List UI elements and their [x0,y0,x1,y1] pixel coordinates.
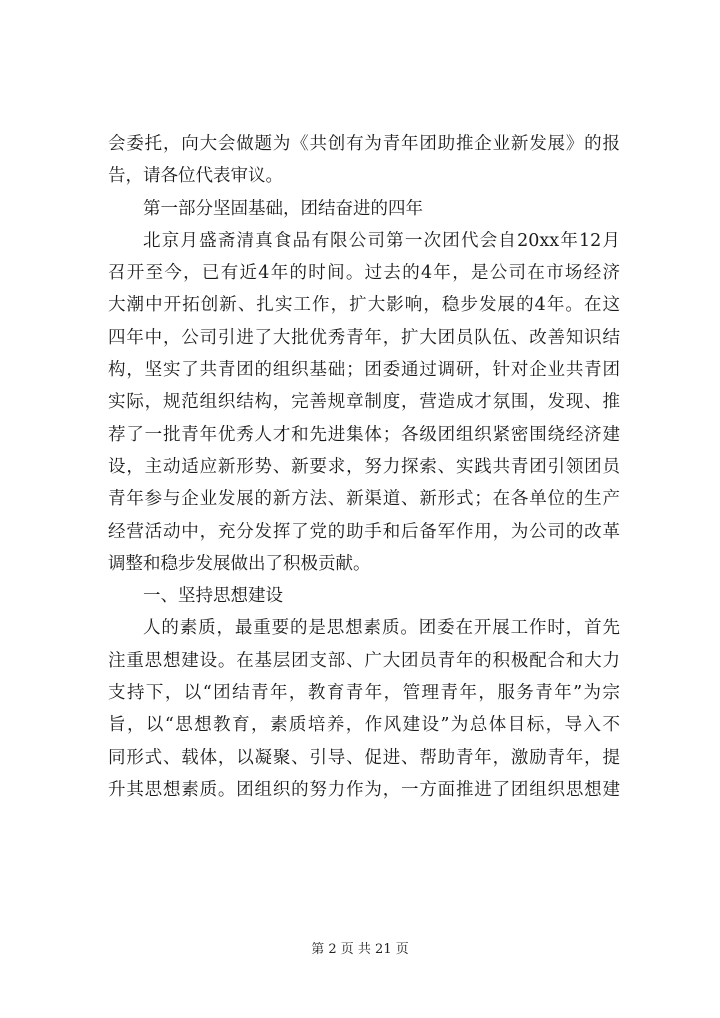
text-line: 实际，规范组织结构，完善规章制度，营造成才氛围，发现、推 [108,392,620,413]
text-line: 召开至今，已有近4年的时间。过去的4年，是公司在市场经济 [108,263,620,284]
text-line: 旨，以“思想教育，素质培养，作风建设”为总体目标，导入不 [108,715,620,736]
text-line: 同形式、载体，以凝聚、引导、促进、帮助青年，激励青年，提 [108,747,620,768]
text-line: 告，请各位代表审议。 [108,166,283,187]
page-number-footer: 第 2 页 共 21 页 [311,942,409,957]
text-line: 四年中，公司引进了大批优秀青年，扩大团员队伍、改善知识结 [108,327,620,348]
text-line: 青年参与企业发展的新方法、新渠道、新形式；在各单位的生产 [108,489,620,510]
text-line: 大潮中开拓创新、扎实工作，扩大影响，稳步发展的4年。在这 [108,295,620,316]
text-line: 注重思想建设。在基层团支部、广大团员青年的积极配合和大力 [108,650,620,671]
text-line: 会委托，向大会做题为《共创有为青年团助推企业新发展》的报 [108,134,620,154]
text-line: 支持下，以“团结青年，教育青年，管理青年，服务青年”为宗 [108,683,620,704]
section-heading: 第一部分坚固基础，团结奋进的四年 [143,198,423,219]
text-line: 人的素质，最重要的是思想素质。团委在开展工作时，首先 [143,618,620,639]
section-heading: 一、坚持思想建设 [143,586,283,607]
text-line: 北京月盛斋清真食品有限公司第一次团代会自20xx年12月 [143,230,620,251]
text-line: 经营活动中，充分发挥了党的助手和后备军作用，为公司的改革 [108,521,620,542]
document-body [108,128,620,806]
text-line: 荐了一批青年优秀人才和先进集体；各级团组织紧密围绕经济建 [108,424,620,445]
text-line: 升其思想素质。团组织的努力作为，一方面推进了团组织思想建 [108,779,620,800]
text-line: 设，主动适应新形势、新要求，努力探索、实践共青团引领团员 [108,456,620,477]
text-line: 构，坚实了共青团的组织基础；团委通过调研，针对企业共青团 [108,360,620,381]
text-line: 调整和稳步发展做出了积极贡献。 [108,553,371,574]
